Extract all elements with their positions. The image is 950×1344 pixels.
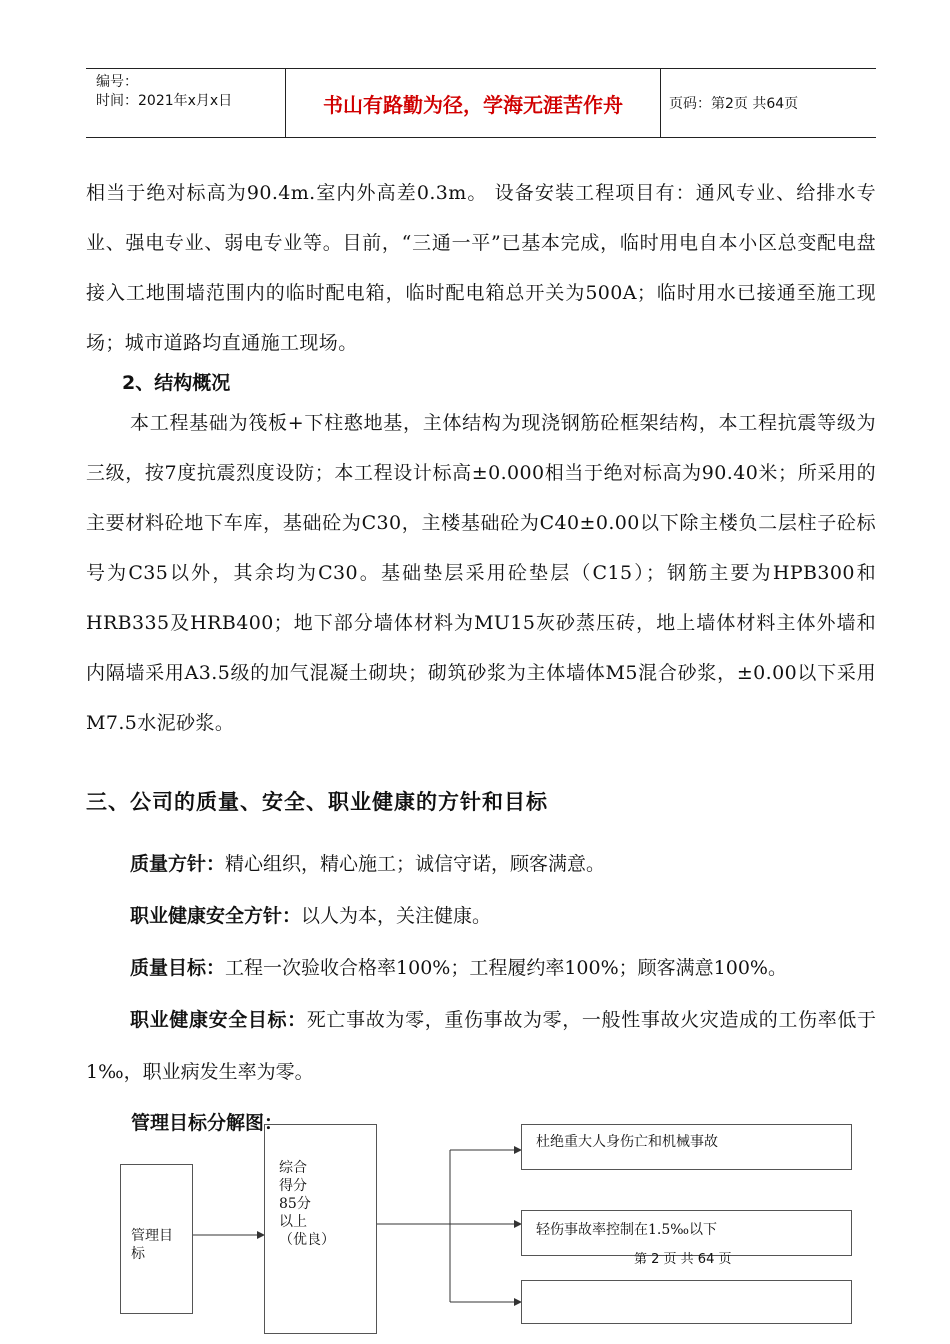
- header-motto: 书山有路勤为径，学海无涯苦作舟: [286, 69, 661, 137]
- root-label: 管理目标: [131, 1228, 173, 1262]
- goal-label: 轻伤事故率控制在1.5‰以下: [536, 1222, 718, 1238]
- policy-label: 质量方针：: [130, 853, 226, 875]
- policy-text: 死亡事故为零，重伤事故为零，一般性事故火灾造成的工伤率低于1‰，职业病发生率为零。: [86, 1009, 876, 1083]
- section-title: 三、公司的质量、安全、职业健康的方针和目标: [86, 789, 548, 814]
- policy-label: 质量目标：: [130, 957, 226, 979]
- policy-label: 职业健康安全目标：: [130, 1009, 307, 1031]
- paragraph-project-overview: 相当于绝对标高为90.4m.室内外高差0.3m。 设备安装工程项目有：通风专业、给排水专业、强电专业、弱电专业等。目前，“三通一平”已基本完成，临时用电自本小区总变配电盘接入工地围墙范围内的临时配电箱，临时配电箱总开关为500A；临时用水已接通至施工现场；城市道路均直通施工现场。: [86, 182, 876, 354]
- policy-label: 职业健康安全方针：: [130, 905, 302, 927]
- diagram-score-box: [264, 1124, 377, 1334]
- doc-number-label: 编号：: [96, 74, 138, 90]
- diagram-goal-box: [521, 1124, 852, 1170]
- score-line: 85分: [279, 1196, 311, 1212]
- header-page-info: 页码：第2页 共64页: [669, 96, 799, 112]
- score-line: 得分: [279, 1178, 307, 1194]
- score-line: 综合: [279, 1160, 307, 1176]
- diagram-goal-box: [521, 1280, 852, 1324]
- footer-page-number: 第 2 页 共 64 页: [634, 1252, 732, 1267]
- policy-text: 以人为本，关注健康。: [301, 905, 492, 927]
- paragraph-structure: 本工程基础为筏板+下柱憨地基，主体结构为现浇钢筋砼框架结构，本工程抗震等级为三级，按7度抗震烈度设防；本工程设计标高±0.000相当于绝对标高为90.40米；所采用的主要材料砼地下车库，基础砼为C30，主楼基础砼为C40±0.00以下除主楼负二层柱子砼标号为C35以外，其余均为C30。基础垫层采用砼垫层（C15）；钢筋主要为HPB300和HRB335及HRB400；地下部分墙体材料为MU15灰砂蒸压砖，地上墙体材料主体外墙和内隔墙采用A3.5级的加气混凝土砌块；砌筑砂浆为主体墙体M5混合砂浆，±0.00以下采用M7.5水泥砂浆。: [86, 412, 876, 734]
- score-line: （优良）: [279, 1232, 335, 1248]
- diagram-root-box: [120, 1164, 193, 1314]
- doc-time-label: 时间：2021年x月x日: [96, 93, 233, 109]
- score-line: 以上: [279, 1214, 307, 1230]
- policy-text: 工程一次验收合格率100%；工程履约率100%；顾客满意100%。: [225, 957, 787, 979]
- goal-label: 杜绝重大人身伤亡和机械事故: [536, 1134, 718, 1150]
- subheading-structure: 2、结构概况: [122, 372, 231, 394]
- diagram-title: 管理目标分解图：: [131, 1112, 284, 1134]
- policy-text: 精心组织，精心施工；诚信守诺，顾客满意。: [225, 853, 606, 875]
